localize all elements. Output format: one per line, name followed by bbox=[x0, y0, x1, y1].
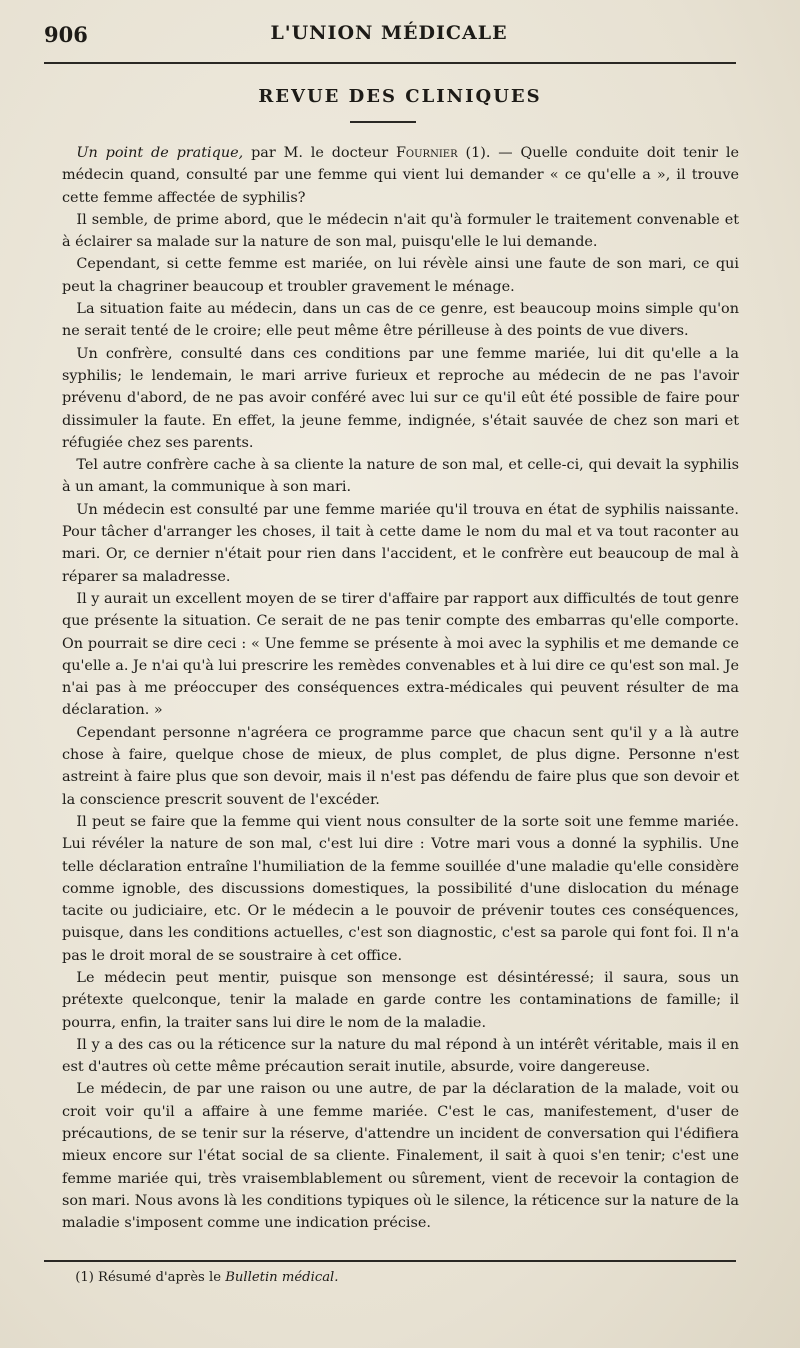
footnote-source: Bulletin médical. bbox=[225, 1270, 339, 1285]
section-title-rule bbox=[350, 121, 416, 123]
journal-title: L'UNION MÉDICALE bbox=[270, 22, 508, 44]
footnote bbox=[62, 1268, 722, 1288]
page-number: 906 bbox=[44, 22, 88, 47]
paragraph bbox=[62, 253, 739, 298]
paragraph-text: Il semble, de prime abord, que le médecin n'ait qu'à formuler le traitement convenable et à éclairer sa malade sur la nature de son mal, puisqu'elle le lui demande. bbox=[62, 211, 739, 251]
paragraph bbox=[62, 298, 739, 343]
footnote-prefix: (1) Résumé d'après le bbox=[75, 1270, 226, 1285]
paragraph-text: Il y aurait un excellent moyen de se tirer d'affaire par rapport aux difficultés de tout genre que présente la situation. Ce serait de ne pas tenir compte des embarras qu'elle comporte. On pourrait se dire ceci : « Une femme se présente à moi avec la syphilis et me demande ce qu'elle a. Je n'ai qu'à lui prescrire les remèdes convenables et à lui dire ce qu'est son mal. Je n'ai pas à me préoccuper des conséquences extra-médicales qui peuvent résulter de ma déclaration. » bbox=[62, 590, 739, 719]
lead-paragraph bbox=[62, 142, 739, 209]
running-head bbox=[44, 22, 734, 52]
paragraph bbox=[62, 811, 739, 967]
lead-rest: (1). — Quelle conduite doit tenir le médecin quand, consulté par une femme qui vient lui demander « ce qu'elle a », il trouve cette femme affectée de syphilis? bbox=[62, 145, 739, 206]
paragraph-text: Le médecin, de par une raison ou une autre, de par la déclaration de la malade, voit ou croit voir qu'il a affaire à une femme mariée. C'est le cas, manifestement, d'user de précautions, de se tenir sur la réserve, d'attendre un incident de conversation qui l'édifiera mieux encore sur l'état social de sa cliente. Finalement, il sait à quoi s'en tenir; c'est une femme mariée qui, très vraisemblablement ou sûrement, vient de recevoir la contagion de son mari. Nous avons là les conditions typiques où le silence, la réticence sur la nature de la maladie s'imposent comme une indication précise. bbox=[62, 1081, 739, 1232]
paragraph bbox=[62, 343, 739, 454]
paragraph bbox=[62, 499, 739, 588]
paragraph-text: Un médecin est consulté par une femme mariée qu'il trouva en état de syphilis naissante. Pour tâcher d'arranger les choses, il tait à cette dame le nom du mal et va tout raconter au mari. Or, ce dernier n'était pour rien dans l'accident, et le confrère eut beaucoup de mal à réparer sa maladresse. bbox=[62, 501, 739, 585]
paragraph-text: Cependant, si cette femme est mariée, on lui révèle ainsi une faute de son mari, ce qui peut la chagriner beaucoup et troubler gravement le ménage. bbox=[62, 256, 739, 295]
paragraph-text: Le médecin peut mentir, puisque son mensonge est désintéressé; il saura, sous un prétexte quelconque, tenir la malade en garde contre les contaminations de famille; il pourra, enfin, la traiter sans lui dire le nom de la maladie. bbox=[62, 969, 739, 1031]
paragraph-text: Il peut se faire que la femme qui vient nous consulter de la sorte soit une femme mariée. Lui révéler la nature de son mal, c'est lui dire : Votre mari vous a donné la syphilis. Une telle déclaration entraîne l'humiliation de la femme souillée d'une maladie qu'elle considère comme ignoble, des discussions domestiques, la possibilité d'une dislocation du ménage tacite ou judiciaire, etc. Or le médecin a le pouvoir de prévenir toutes ces conséquences, puisque, dans les conditions actuelles, c'est son diagnostic, c'est sa parole qui font foi. Il n'a pas le droit moral de se soustraire à cet office. bbox=[62, 813, 739, 964]
paragraph bbox=[62, 722, 739, 811]
paragraph-text: Un confrère, consulté dans ces conditions par une femme mariée, lui dit qu'elle a la syphilis; le lendemain, le mari arrive furieux et reproche au médecin de ne pas l'avoir prévenu d'abord, de ne pas avoir conféré avec lui sur ce qu'il eût été possible de faire pour dissimuler la faute. En effet, la jeune femme, indignée, s'était sauvée de chez son mari et réfugiée chez ses parents. bbox=[62, 345, 739, 451]
paragraph bbox=[62, 1078, 739, 1234]
paragraph-text: La situation faite au médecin, dans un cas de ce genre, est beaucoup moins simple qu'on ne serait tenté de le croire; elle peut même être périlleuse à des points de vue divers. bbox=[62, 301, 739, 340]
footnote-rule bbox=[44, 1260, 736, 1262]
paragraph bbox=[62, 967, 739, 1034]
paragraph-text: Tel autre confrère cache à sa cliente la nature de son mal, et celle-ci, qui devait la syphilis à un amant, la communique à son mari. bbox=[62, 457, 739, 496]
header-rule bbox=[44, 62, 736, 64]
paragraph bbox=[62, 209, 739, 254]
lead-italic: Un point de pratique, bbox=[76, 145, 244, 161]
lead-by: par M. le docteur bbox=[243, 145, 396, 161]
section-title: REVUE DES CLINIQUES bbox=[258, 86, 542, 107]
paragraph bbox=[62, 588, 739, 722]
article-body bbox=[62, 142, 739, 1235]
paragraph-text: Il y a des cas ou la réticence sur la nature du mal répond à un intérêt véritable, mais il en est d'autres où cette même précaution serait inutile, absurde, voire dangereuse. bbox=[62, 1036, 739, 1076]
paragraph bbox=[62, 454, 739, 499]
paragraph bbox=[62, 1034, 739, 1079]
lead-author: Fournier bbox=[395, 145, 458, 161]
paragraph-text: Cependant personne n'agréera ce programme parce que chacun sent qu'il y a là autre chose à faire, quelque chose de mieux, de plus complet, de plus digne. Personne n'est astreint à faire plus que son devoir, mais il n'est pas défendu de faire plus que son devoir et la conscience prescrit souvent de l'excéder. bbox=[62, 724, 739, 808]
